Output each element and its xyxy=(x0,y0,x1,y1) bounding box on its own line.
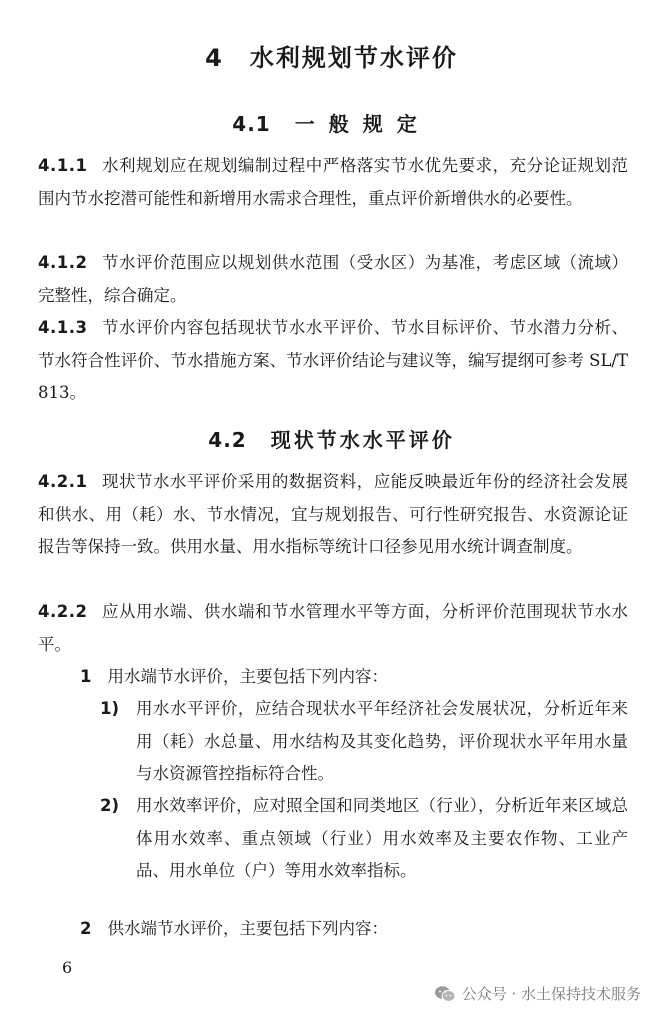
sub-item-text: 用水效率评价，应对照全国和同类地区（行业），分析近年来区域总体用水效率、重点领域（行业）用水效率及主要农作物、工业产品、用水单位（户）等用水效率指标。 xyxy=(136,796,628,880)
section-number: 4.1 xyxy=(232,112,271,136)
section-4-2-title xyxy=(0,424,663,453)
section-title-text: 一般规定 xyxy=(294,112,431,136)
item-number: 1 xyxy=(80,667,92,686)
list-item-2 xyxy=(80,913,628,946)
clause-number: 4.2.1 xyxy=(38,472,88,491)
clause-number: 4.1.1 xyxy=(38,156,88,175)
sub-item-text: 用水水平评价，应结合现状水平年经济社会发展状况，分析近年来用（耗）水总量、用水结构及其变化趋势，评价现状水平年用水量与水资源管控指标符合性。 xyxy=(136,699,628,783)
section-4-1-title xyxy=(0,108,663,137)
clause-text: 水利规划应在规划编制过程中严格落实节水优先要求，充分论证规划范围内节水挖潜可能性和新增用水需求合理性，重点评价新增供水的必要性。 xyxy=(38,156,628,208)
page-number: 6 xyxy=(62,958,73,977)
clause-text: 节水评价范围应以规划供水范围（受水区）为基准，考虑区域（流域）完整性，综合确定。 xyxy=(38,253,628,305)
clause-4-2-2 xyxy=(38,596,628,661)
item-text: 用水端节水评价，主要包括下列内容： xyxy=(107,667,388,686)
wechat-icon xyxy=(434,985,456,1003)
clause-number: 4.1.2 xyxy=(38,253,88,272)
chapter-number: 4 xyxy=(205,44,224,72)
watermark-text: 公众号 · 水土保持技术服务 xyxy=(461,985,641,1003)
clause-number: 4.1.3 xyxy=(38,318,88,337)
chapter-title-text: 水利规划节水评价 xyxy=(249,44,458,72)
clause-4-1-2 xyxy=(38,247,628,312)
clause-text: 应从用水端、供水端和节水管理水平等方面，分析评价范围现状节水水平。 xyxy=(38,602,628,654)
list-item-1 xyxy=(80,661,628,694)
clause-number: 4.2.2 xyxy=(38,602,88,621)
chapter-title xyxy=(0,38,663,73)
section-title-text: 现状节水水平评价 xyxy=(270,428,455,452)
clause-text: 现状节水水平评价采用的数据资料，应能反映最近年份的经济社会发展和供水、用（耗）水、节水情况，宜与规划报告、可行性研究报告、水资源论证报告等保持一致。供用水量、用水指标等统计口径参见用水统计调查制度。 xyxy=(38,472,628,556)
clause-4-2-1 xyxy=(38,466,628,564)
section-number: 4.2 xyxy=(208,428,247,452)
watermark xyxy=(434,983,641,1004)
sub-item-1 xyxy=(100,693,628,791)
item-number: 2 xyxy=(80,919,92,938)
sub-item-2 xyxy=(100,790,628,888)
sub-item-number: 2) xyxy=(100,796,120,815)
clause-4-1-1 xyxy=(38,150,628,215)
item-text: 供水端节水评价，主要包括下列内容： xyxy=(107,919,388,938)
clause-text: 节水评价内容包括现状节水水平评价、节水目标评价、节水潜力分析、节水符合性评价、节水措施方案、节水评价结论与建议等，编写提纲可参考 SL/T 813。 xyxy=(38,318,628,402)
sub-item-number: 1) xyxy=(100,699,120,718)
clause-4-1-3 xyxy=(38,312,628,410)
